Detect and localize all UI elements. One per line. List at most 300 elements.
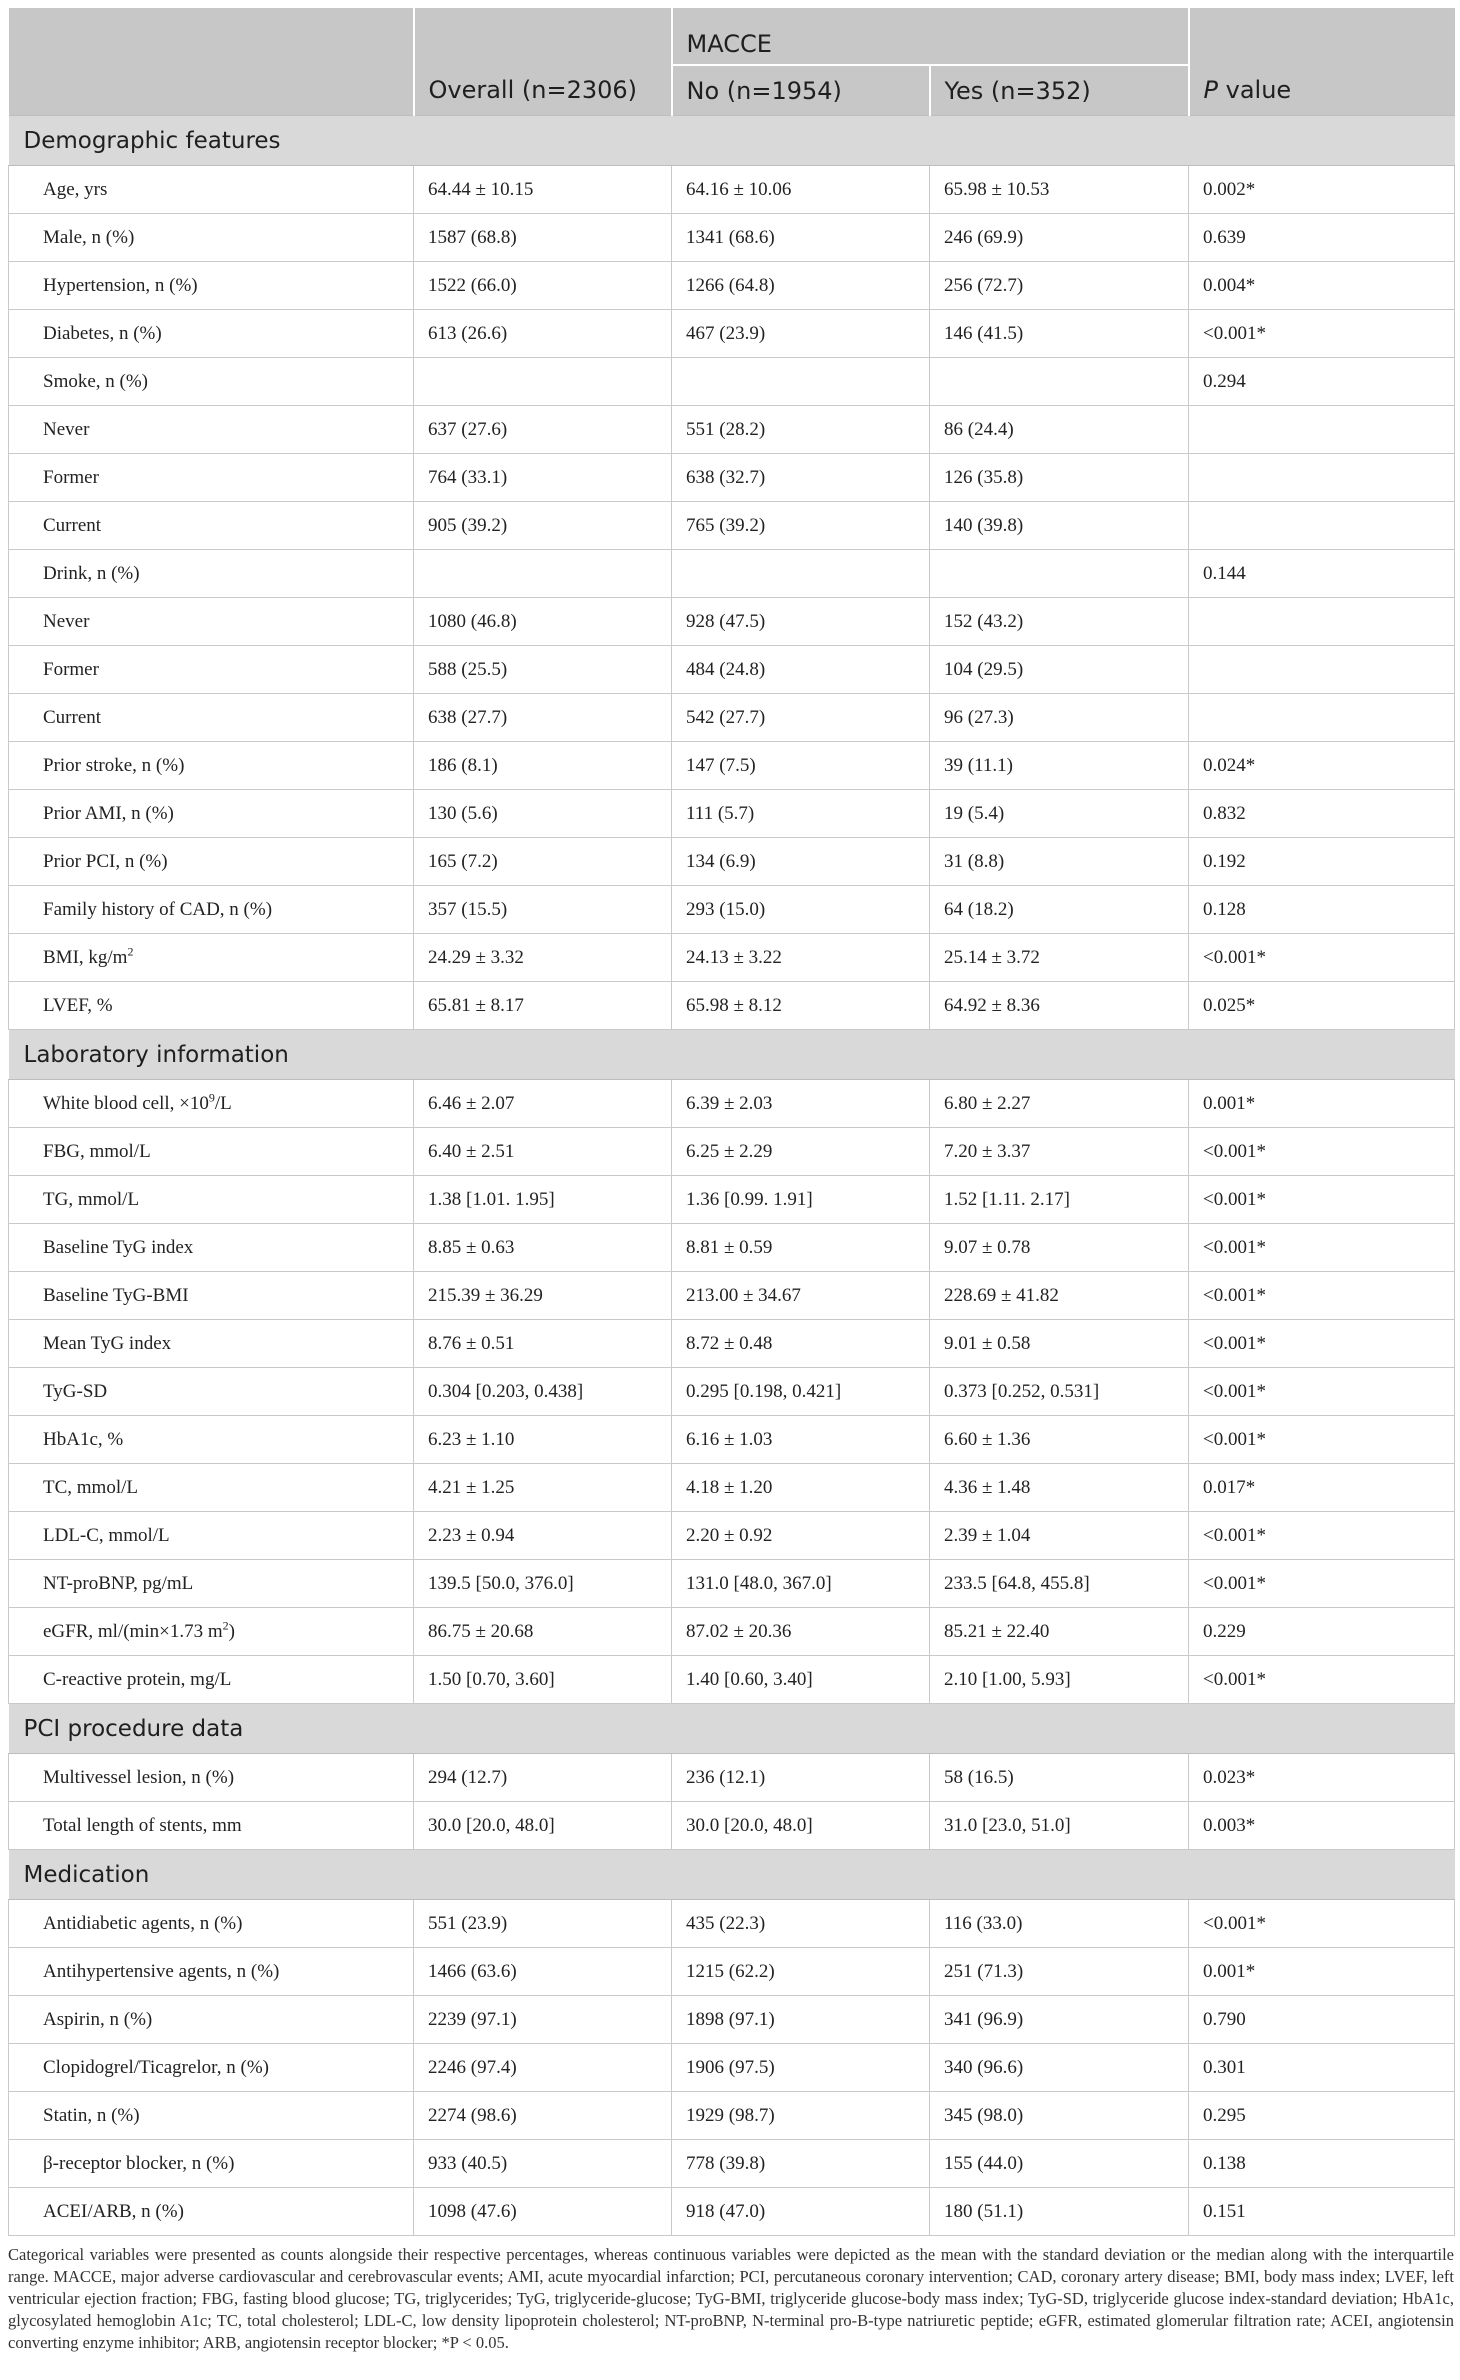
cell-macce-yes: 246 (69.9) xyxy=(930,214,1189,262)
cell-overall: 86.75 ± 20.68 xyxy=(414,1608,672,1656)
cell-macce-yes: 6.60 ± 1.36 xyxy=(930,1416,1189,1464)
cell-overall: 2.23 ± 0.94 xyxy=(414,1512,672,1560)
row-label xyxy=(9,2092,414,2140)
header-blank-overall xyxy=(414,8,672,65)
cell-overall: 613 (26.6) xyxy=(414,310,672,358)
section-row xyxy=(9,1030,1455,1080)
row-label-text: White blood cell, ×10 xyxy=(43,1092,209,1114)
row-label-text: Former xyxy=(43,466,99,488)
row-label-text: Baseline TyG index xyxy=(43,1236,194,1258)
cell-macce-yes: 140 (39.8) xyxy=(930,502,1189,550)
table-row xyxy=(9,358,1455,406)
cell-macce-yes: 146 (41.5) xyxy=(930,310,1189,358)
cell-p-value xyxy=(1189,694,1455,742)
cell-macce-no: 542 (27.7) xyxy=(672,694,930,742)
cell-macce-yes xyxy=(930,358,1189,406)
header-overall: Overall (n=2306) xyxy=(414,65,672,116)
cell-macce-no: 467 (23.9) xyxy=(672,310,930,358)
cell-overall: 24.29 ± 3.32 xyxy=(414,934,672,982)
cell-p-value: <0.001* xyxy=(1189,1176,1455,1224)
row-label-text: Multivessel lesion, n (%) xyxy=(43,1766,235,1788)
cell-overall: 2246 (97.4) xyxy=(414,2044,672,2092)
cell-overall: 6.46 ± 2.07 xyxy=(414,1080,672,1128)
table-row xyxy=(9,1754,1455,1802)
cell-p-value: <0.001* xyxy=(1189,1128,1455,1176)
cell-macce-no: 765 (39.2) xyxy=(672,502,930,550)
table-row xyxy=(9,934,1455,982)
row-label xyxy=(9,982,414,1030)
row-label-text: Family history of CAD, n (%) xyxy=(43,898,273,920)
table-row xyxy=(9,550,1455,598)
row-label xyxy=(9,1900,414,1948)
section-title: Medication xyxy=(9,1850,1455,1900)
table-row xyxy=(9,1464,1455,1512)
table-row xyxy=(9,454,1455,502)
row-label-text: TyG-SD xyxy=(43,1380,108,1402)
cell-macce-no: 213.00 ± 34.67 xyxy=(672,1272,930,1320)
cell-macce-no: 8.81 ± 0.59 xyxy=(672,1224,930,1272)
row-label xyxy=(9,886,414,934)
cell-p-value: 0.138 xyxy=(1189,2140,1455,2188)
cell-macce-yes: 340 (96.6) xyxy=(930,2044,1189,2092)
table-row xyxy=(9,886,1455,934)
row-label-text: ACEI/ARB, n (%) xyxy=(43,2200,184,2222)
cell-macce-no: 1906 (97.5) xyxy=(672,2044,930,2092)
cell-macce-yes: 9.01 ± 0.58 xyxy=(930,1320,1189,1368)
row-label xyxy=(9,2044,414,2092)
cell-overall: 8.85 ± 0.63 xyxy=(414,1224,672,1272)
table-row xyxy=(9,1948,1455,1996)
row-label xyxy=(9,502,414,550)
header-macce-yes: Yes (n=352) xyxy=(930,65,1189,116)
cell-macce-yes: 4.36 ± 1.48 xyxy=(930,1464,1189,1512)
row-label-text: Baseline TyG-BMI xyxy=(43,1284,189,1306)
cell-macce-no: 6.39 ± 2.03 xyxy=(672,1080,930,1128)
cell-macce-yes: 31 (8.8) xyxy=(930,838,1189,886)
cell-overall: 130 (5.6) xyxy=(414,790,672,838)
row-label-text: C-reactive protein, mg/L xyxy=(43,1668,232,1690)
table-row xyxy=(9,1512,1455,1560)
row-label xyxy=(9,694,414,742)
row-label-text: Drink, n (%) xyxy=(43,562,140,584)
cell-overall: 1080 (46.8) xyxy=(414,598,672,646)
cell-macce-yes: 180 (51.1) xyxy=(930,2188,1189,2236)
row-label-text: NT-proBNP, pg/mL xyxy=(43,1572,194,1594)
row-label xyxy=(9,598,414,646)
cell-p-value: 0.151 xyxy=(1189,2188,1455,2236)
row-label xyxy=(9,454,414,502)
row-label-text: LDL-C, mmol/L xyxy=(43,1524,170,1546)
cell-macce-yes: 126 (35.8) xyxy=(930,454,1189,502)
cell-overall: 215.39 ± 36.29 xyxy=(414,1272,672,1320)
table-row xyxy=(9,694,1455,742)
table-row xyxy=(9,1900,1455,1948)
cell-macce-no: 293 (15.0) xyxy=(672,886,930,934)
row-label xyxy=(9,262,414,310)
header-macce-no: No (n=1954) xyxy=(672,65,930,116)
row-label xyxy=(9,742,414,790)
row-label xyxy=(9,1560,414,1608)
row-label xyxy=(9,550,414,598)
cell-p-value xyxy=(1189,454,1455,502)
cell-macce-yes xyxy=(930,550,1189,598)
cell-overall: 1587 (68.8) xyxy=(414,214,672,262)
cell-macce-no: 4.18 ± 1.20 xyxy=(672,1464,930,1512)
row-label-text: LVEF, % xyxy=(43,994,113,1016)
cell-macce-no: 0.295 [0.198, 0.421] xyxy=(672,1368,930,1416)
row-label-text: Prior AMI, n (%) xyxy=(43,802,174,824)
cell-macce-no: 111 (5.7) xyxy=(672,790,930,838)
row-label-text: Never xyxy=(43,418,90,440)
cell-overall: 186 (8.1) xyxy=(414,742,672,790)
row-label xyxy=(9,1176,414,1224)
cell-p-value: 0.295 xyxy=(1189,2092,1455,2140)
row-label-text: Smoke, n (%) xyxy=(43,370,149,392)
row-label-text: Aspirin, n (%) xyxy=(43,2008,153,2030)
row-label xyxy=(9,310,414,358)
cell-macce-no: 24.13 ± 3.22 xyxy=(672,934,930,982)
cell-macce-no: 928 (47.5) xyxy=(672,598,930,646)
row-label xyxy=(9,1224,414,1272)
cell-overall xyxy=(414,550,672,598)
table-row xyxy=(9,1608,1455,1656)
table-row xyxy=(9,1176,1455,1224)
table-row xyxy=(9,2140,1455,2188)
cell-macce-yes: 233.5 [64.8, 455.8] xyxy=(930,1560,1189,1608)
table-row xyxy=(9,1128,1455,1176)
cell-p-value: 0.192 xyxy=(1189,838,1455,886)
row-label-text: Current xyxy=(43,706,102,728)
table-row xyxy=(9,1368,1455,1416)
cell-macce-yes: 64.92 ± 8.36 xyxy=(930,982,1189,1030)
cell-macce-no: 134 (6.9) xyxy=(672,838,930,886)
table-row xyxy=(9,646,1455,694)
row-label-text: Mean TyG index xyxy=(43,1332,172,1354)
cell-p-value: <0.001* xyxy=(1189,1560,1455,1608)
row-label xyxy=(9,1948,414,1996)
cell-macce-yes: 9.07 ± 0.78 xyxy=(930,1224,1189,1272)
cell-overall: 357 (15.5) xyxy=(414,886,672,934)
cell-overall: 1098 (47.6) xyxy=(414,2188,672,2236)
header-blank-p xyxy=(1189,8,1455,65)
cell-overall: 0.304 [0.203, 0.438] xyxy=(414,1368,672,1416)
row-label-text: Age, yrs xyxy=(43,178,108,200)
cell-p-value: 0.229 xyxy=(1189,1608,1455,1656)
row-label-text: Total length of stents, mm xyxy=(43,1814,242,1836)
row-label xyxy=(9,1996,414,2044)
table-row xyxy=(9,406,1455,454)
cell-p-value: <0.001* xyxy=(1189,1320,1455,1368)
cell-overall: 4.21 ± 1.25 xyxy=(414,1464,672,1512)
cell-p-value: <0.001* xyxy=(1189,1656,1455,1704)
cell-overall: 165 (7.2) xyxy=(414,838,672,886)
cell-macce-no: 1.36 [0.99. 1.91] xyxy=(672,1176,930,1224)
cell-macce-no: 6.16 ± 1.03 xyxy=(672,1416,930,1464)
cell-macce-no xyxy=(672,550,930,598)
cell-macce-yes: 155 (44.0) xyxy=(930,2140,1189,2188)
table-body xyxy=(9,116,1455,2236)
cell-macce-no: 2.20 ± 0.92 xyxy=(672,1512,930,1560)
cell-p-value: 0.128 xyxy=(1189,886,1455,934)
cell-macce-no: 1898 (97.1) xyxy=(672,1996,930,2044)
row-label-superscript: 9 xyxy=(208,1090,215,1105)
cell-macce-yes: 104 (29.5) xyxy=(930,646,1189,694)
row-label xyxy=(9,2188,414,2236)
cell-macce-yes: 7.20 ± 3.37 xyxy=(930,1128,1189,1176)
cell-p-value: 0.017* xyxy=(1189,1464,1455,1512)
table-row xyxy=(9,2188,1455,2236)
cell-macce-no: 1.40 [0.60, 3.40] xyxy=(672,1656,930,1704)
cell-overall: 2274 (98.6) xyxy=(414,2092,672,2140)
row-label-text: Statin, n (%) xyxy=(43,2104,140,2126)
cell-macce-yes: 86 (24.4) xyxy=(930,406,1189,454)
row-label-text: Never xyxy=(43,610,90,632)
table-row xyxy=(9,742,1455,790)
table-row xyxy=(9,502,1455,550)
cell-macce-no: 8.72 ± 0.48 xyxy=(672,1320,930,1368)
section-title: Demographic features xyxy=(9,116,1455,166)
row-label-text: β-receptor blocker, n (%) xyxy=(43,2152,235,2174)
header-blank xyxy=(9,8,414,65)
cell-p-value: 0.144 xyxy=(1189,550,1455,598)
cell-overall: 1522 (66.0) xyxy=(414,262,672,310)
cell-p-value: 0.639 xyxy=(1189,214,1455,262)
cell-overall: 905 (39.2) xyxy=(414,502,672,550)
table-row xyxy=(9,1272,1455,1320)
table-row xyxy=(9,1802,1455,1850)
table-row xyxy=(9,262,1455,310)
cell-overall: 764 (33.1) xyxy=(414,454,672,502)
cell-macce-yes: 2.39 ± 1.04 xyxy=(930,1512,1189,1560)
cell-p-value xyxy=(1189,646,1455,694)
cell-macce-yes: 345 (98.0) xyxy=(930,2092,1189,2140)
cell-macce-no: 918 (47.0) xyxy=(672,2188,930,2236)
table-row xyxy=(9,1416,1455,1464)
row-label xyxy=(9,790,414,838)
row-label-suffix: ) xyxy=(228,1620,235,1642)
cell-macce-no: 6.25 ± 2.29 xyxy=(672,1128,930,1176)
cell-macce-no: 87.02 ± 20.36 xyxy=(672,1608,930,1656)
cell-overall: 1.50 [0.70, 3.60] xyxy=(414,1656,672,1704)
cell-macce-yes: 6.80 ± 2.27 xyxy=(930,1080,1189,1128)
cell-macce-yes: 19 (5.4) xyxy=(930,790,1189,838)
row-label-text: BMI, kg/m xyxy=(43,946,128,968)
row-label xyxy=(9,1128,414,1176)
row-label xyxy=(9,1416,414,1464)
cell-macce-yes: 152 (43.2) xyxy=(930,598,1189,646)
row-label xyxy=(9,1802,414,1850)
cell-macce-no: 131.0 [48.0, 367.0] xyxy=(672,1560,930,1608)
cell-macce-no: 65.98 ± 8.12 xyxy=(672,982,930,1030)
section-row xyxy=(9,1850,1455,1900)
row-label xyxy=(9,1754,414,1802)
cell-macce-yes: 85.21 ± 22.40 xyxy=(930,1608,1189,1656)
row-label-superscript: 2 xyxy=(127,944,134,959)
table-footnote: Categorical variables were presented as counts alongside their respective percentages, whereas continuous variables were depicted as the mean with the standard deviation or the median along with the interquartile range. MACCE, major adverse cardiovascular and cerebrovascular events; AMI, acute myocardial infarction; PCI, percutaneous coronary intervention; CAD, coronary artery disease; BMI, body mass index; LVEF, left ventricular ejection fraction; FBG, fasting blood glucose; TG, triglycerides; TyG, triglyceride-glucose; TyG-BMI, triglyceride glucose-body mass index; TyG-SD, triglyceride glucose index-standard deviation; HbA1c, glycosylated hemoglobin A1c; TC, total cholesterol; LDL-C, low density lipoprotein cholesterol; NT-proBNP, N-terminal pro-B-type natriuretic peptide; eGFR, estimated glomerular filtration rate; ACEI, angiotensin converting enzyme inhibitor; ARB, angiotensin receptor blocker; *P < 0.05. xyxy=(8,2245,1454,2352)
row-label xyxy=(9,838,414,886)
cell-overall: 638 (27.7) xyxy=(414,694,672,742)
row-label-text: Current xyxy=(43,514,102,536)
cell-macce-yes: 31.0 [23.0, 51.0] xyxy=(930,1802,1189,1850)
cell-p-value: 0.003* xyxy=(1189,1802,1455,1850)
row-label-text: Former xyxy=(43,658,99,680)
cell-p-value: 0.001* xyxy=(1189,1948,1455,1996)
table-header xyxy=(9,8,1455,116)
table-row xyxy=(9,838,1455,886)
row-label-text: Hypertension, n (%) xyxy=(43,274,198,296)
cell-p-value: 0.294 xyxy=(1189,358,1455,406)
row-label xyxy=(9,1656,414,1704)
cell-macce-yes: 25.14 ± 3.72 xyxy=(930,934,1189,982)
row-label xyxy=(9,934,414,982)
cell-macce-no: 435 (22.3) xyxy=(672,1900,930,1948)
row-label xyxy=(9,1272,414,1320)
table-row xyxy=(9,790,1455,838)
cell-macce-no: 236 (12.1) xyxy=(672,1754,930,1802)
table-row xyxy=(9,166,1455,214)
cell-overall: 139.5 [50.0, 376.0] xyxy=(414,1560,672,1608)
cell-p-value: <0.001* xyxy=(1189,1416,1455,1464)
cell-macce-yes: 341 (96.9) xyxy=(930,1996,1189,2044)
cell-p-value xyxy=(1189,502,1455,550)
table-row xyxy=(9,982,1455,1030)
cell-p-value: <0.001* xyxy=(1189,934,1455,982)
cell-macce-no: 551 (28.2) xyxy=(672,406,930,454)
cell-p-value xyxy=(1189,406,1455,454)
cell-macce-no: 1215 (62.2) xyxy=(672,1948,930,1996)
table-row xyxy=(9,2044,1455,2092)
cell-p-value xyxy=(1189,598,1455,646)
cell-macce-yes: 116 (33.0) xyxy=(930,1900,1189,1948)
table-row xyxy=(9,214,1455,262)
cell-macce-yes: 2.10 [1.00, 5.93] xyxy=(930,1656,1189,1704)
row-label-text: Male, n (%) xyxy=(43,226,135,248)
cell-overall: 1466 (63.6) xyxy=(414,1948,672,1996)
cell-macce-no: 778 (39.8) xyxy=(672,2140,930,2188)
row-label-text: Antihypertensive agents, n (%) xyxy=(43,1960,280,1982)
cell-p-value: <0.001* xyxy=(1189,1368,1455,1416)
cell-macce-no: 1929 (98.7) xyxy=(672,2092,930,2140)
row-label xyxy=(9,1368,414,1416)
cell-macce-yes: 58 (16.5) xyxy=(930,1754,1189,1802)
header-macce-group: MACCE xyxy=(672,8,1189,65)
table-row xyxy=(9,1656,1455,1704)
row-label-text: Clopidogrel/Ticagrelor, n (%) xyxy=(43,2056,269,2078)
cell-p-value: 0.004* xyxy=(1189,262,1455,310)
header-p-value: P value xyxy=(1189,65,1455,116)
cell-macce-no: 484 (24.8) xyxy=(672,646,930,694)
header-p-letter: P xyxy=(1203,76,1218,104)
cell-macce-no: 147 (7.5) xyxy=(672,742,930,790)
cell-macce-yes: 0.373 [0.252, 0.531] xyxy=(930,1368,1189,1416)
row-label-text: Diabetes, n (%) xyxy=(43,322,162,344)
cell-macce-no: 30.0 [20.0, 48.0] xyxy=(672,1802,930,1850)
row-label-superscript: 2 xyxy=(222,1618,229,1633)
row-label xyxy=(9,646,414,694)
row-label xyxy=(9,1464,414,1512)
cell-overall: 6.40 ± 2.51 xyxy=(414,1128,672,1176)
table-row xyxy=(9,1320,1455,1368)
row-label xyxy=(9,1608,414,1656)
cell-macce-yes: 228.69 ± 41.82 xyxy=(930,1272,1189,1320)
table-row xyxy=(9,1224,1455,1272)
cell-overall: 65.81 ± 8.17 xyxy=(414,982,672,1030)
cell-macce-yes: 65.98 ± 10.53 xyxy=(930,166,1189,214)
cell-macce-no xyxy=(672,358,930,406)
cell-overall: 6.23 ± 1.10 xyxy=(414,1416,672,1464)
cell-macce-yes: 39 (11.1) xyxy=(930,742,1189,790)
cell-p-value: 0.023* xyxy=(1189,1754,1455,1802)
cell-macce-yes: 96 (27.3) xyxy=(930,694,1189,742)
cell-overall: 64.44 ± 10.15 xyxy=(414,166,672,214)
row-label-text: HbA1c, % xyxy=(43,1428,124,1450)
table-row xyxy=(9,1560,1455,1608)
cell-overall xyxy=(414,358,672,406)
cell-macce-yes: 64 (18.2) xyxy=(930,886,1189,934)
cell-macce-no: 1341 (68.6) xyxy=(672,214,930,262)
cell-p-value: <0.001* xyxy=(1189,1512,1455,1560)
row-label xyxy=(9,358,414,406)
table-row xyxy=(9,1996,1455,2044)
header-label-column xyxy=(9,65,414,116)
cell-macce-yes: 251 (71.3) xyxy=(930,1948,1189,1996)
row-label-text: eGFR, ml/(min×1.73 m xyxy=(43,1620,223,1642)
row-label xyxy=(9,1320,414,1368)
cell-overall: 551 (23.9) xyxy=(414,1900,672,1948)
section-row xyxy=(9,1704,1455,1754)
table-row xyxy=(9,2092,1455,2140)
cell-p-value: 0.001* xyxy=(1189,1080,1455,1128)
cell-overall: 294 (12.7) xyxy=(414,1754,672,1802)
table-page xyxy=(8,8,1454,2354)
cell-overall: 2239 (97.1) xyxy=(414,1996,672,2044)
row-label xyxy=(9,2140,414,2188)
cell-overall: 588 (25.5) xyxy=(414,646,672,694)
row-label xyxy=(9,406,414,454)
row-label xyxy=(9,1512,414,1560)
cell-p-value: <0.001* xyxy=(1189,1224,1455,1272)
table-row xyxy=(9,1080,1455,1128)
cell-p-value: <0.001* xyxy=(1189,1272,1455,1320)
cell-overall: 933 (40.5) xyxy=(414,2140,672,2188)
row-label-text: FBG, mmol/L xyxy=(43,1140,151,1162)
row-label-text: Prior stroke, n (%) xyxy=(43,754,185,776)
cell-overall: 8.76 ± 0.51 xyxy=(414,1320,672,1368)
cell-p-value: <0.001* xyxy=(1189,310,1455,358)
row-label-text: TC, mmol/L xyxy=(43,1476,138,1498)
row-label xyxy=(9,166,414,214)
row-label xyxy=(9,214,414,262)
cell-macce-yes: 256 (72.7) xyxy=(930,262,1189,310)
cell-p-value: 0.301 xyxy=(1189,2044,1455,2092)
section-title: Laboratory information xyxy=(9,1030,1455,1080)
row-label xyxy=(9,1080,414,1128)
cell-macce-no: 638 (32.7) xyxy=(672,454,930,502)
cell-macce-no: 64.16 ± 10.06 xyxy=(672,166,930,214)
cell-macce-yes: 1.52 [1.11. 2.17] xyxy=(930,1176,1189,1224)
cell-p-value: 0.025* xyxy=(1189,982,1455,1030)
cell-p-value: <0.001* xyxy=(1189,1900,1455,1948)
table-row xyxy=(9,310,1455,358)
cell-p-value: 0.790 xyxy=(1189,1996,1455,2044)
cell-p-value: 0.832 xyxy=(1189,790,1455,838)
section-title: PCI procedure data xyxy=(9,1704,1455,1754)
section-row xyxy=(9,116,1455,166)
cell-overall: 637 (27.6) xyxy=(414,406,672,454)
row-label-text: TG, mmol/L xyxy=(43,1188,140,1210)
cell-macce-no: 1266 (64.8) xyxy=(672,262,930,310)
cell-overall: 1.38 [1.01. 1.95] xyxy=(414,1176,672,1224)
